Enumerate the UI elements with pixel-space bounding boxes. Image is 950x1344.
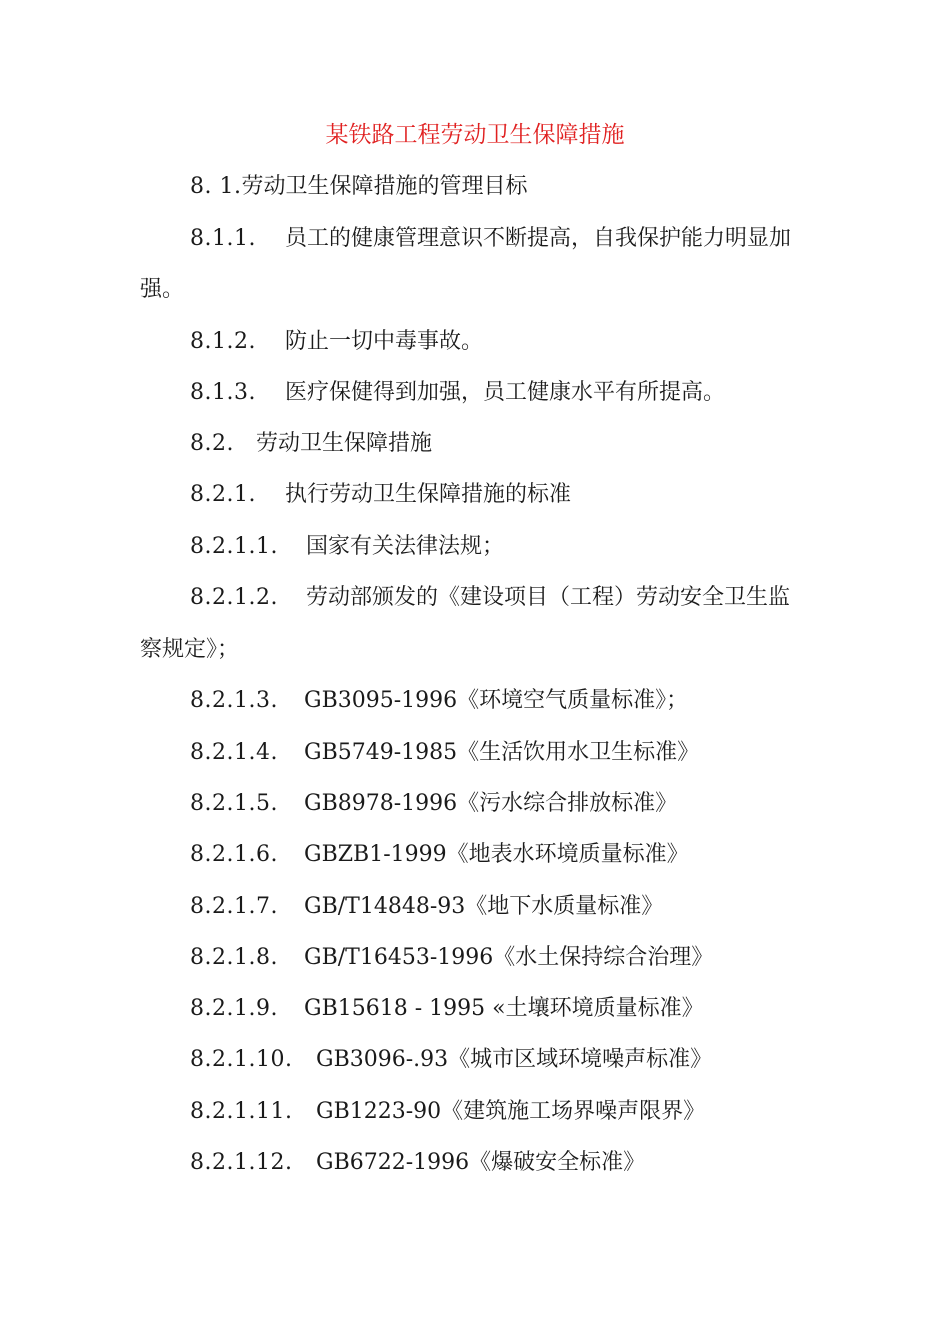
section-line [190, 736, 699, 770]
section-line [190, 1146, 645, 1180]
section-line [190, 222, 791, 256]
section-line [190, 838, 689, 872]
section-number: 8.2.1.8. [190, 945, 278, 970]
section-number: 8.1.1. [190, 226, 256, 251]
section-number: 8.2.1.1. [190, 534, 278, 559]
section-number: 8.2.1.10. [190, 1047, 293, 1072]
section-number: 8.2.1.12. [190, 1150, 293, 1175]
section-text: GB5749-1985《生活饮用水卫生标准》 [304, 740, 700, 765]
section-line [190, 787, 677, 821]
section-text: 防止一切中毒事故。 [285, 329, 484, 354]
section-line [190, 1095, 705, 1129]
section-text: GB1223-90《建筑施工场界噪声限界》 [316, 1099, 706, 1124]
section-text: GB3096-.93《城市区域环境噪声标准》 [316, 1047, 713, 1072]
section-number: 8.2.1.3. [190, 688, 278, 713]
section-line [190, 427, 432, 461]
section-text: 员工的健康管理意识不断提高，自我保护能力明显加 [285, 226, 792, 251]
section-text: 劳动部颁发的《建设项目（工程）劳动安全卫生监 [306, 585, 791, 610]
section-text: GB3095-1996《环境空气质量标准》； [304, 688, 689, 713]
section-line [190, 581, 790, 615]
section-number: 8.2. [190, 431, 234, 456]
section-text: GBZB1-1999《地表水环境质量标准》 [304, 842, 689, 867]
section-line [190, 325, 483, 359]
section-line [190, 530, 504, 564]
section-number: 8.2.1. [190, 482, 256, 507]
section-text: 执行劳动卫生保障措施的标准 [285, 482, 572, 507]
section-text: 劳动卫生保障措施的管理目标 [241, 174, 528, 199]
section-text: GB15618 - 1995 «土壤环境质量标准》 [304, 996, 704, 1021]
section-line [190, 890, 663, 924]
section-number: 8.2.1.7. [190, 894, 278, 919]
section-number: 8.2.1.5. [190, 791, 278, 816]
document-title: 某铁路工程劳动卫生保障措施 [325, 122, 625, 148]
section-number: 8.2.1.6. [190, 842, 278, 867]
section-line [190, 1043, 712, 1077]
section-text: 国家有关法律法规； [306, 534, 505, 559]
section-number: 8. 1. [190, 174, 242, 199]
section-text: GB6722-1996《爆破安全标准》 [316, 1150, 646, 1175]
section-continuation: 强。 [140, 277, 185, 302]
section-text: GB/T16453-1996《水土保持综合治理》 [304, 945, 714, 970]
section-line [190, 941, 713, 975]
section-text: 劳动卫生保障措施 [256, 431, 433, 456]
section-line [190, 992, 704, 1026]
section-number: 8.1.3. [190, 380, 256, 405]
section-number: 8.1.2. [190, 329, 256, 354]
section-text: 医疗保健得到加强，员工健康水平有所提高。 [285, 380, 726, 405]
section-line [190, 684, 688, 718]
section-number: 8.2.1.9. [190, 996, 278, 1021]
section-number: 8.2.1.4. [190, 740, 278, 765]
section-continuation: 察规定》； [140, 637, 240, 662]
section-number: 8.2.1.2. [190, 585, 278, 610]
section-number: 8.2.1.11. [190, 1099, 293, 1124]
section-line [190, 478, 571, 512]
section-line [190, 376, 725, 410]
section-text: GB/T14848-93《地下水质量标准》 [304, 894, 664, 919]
section-text: GB8978-1996《污水综合排放标准》 [304, 791, 678, 816]
section-line [190, 170, 528, 204]
